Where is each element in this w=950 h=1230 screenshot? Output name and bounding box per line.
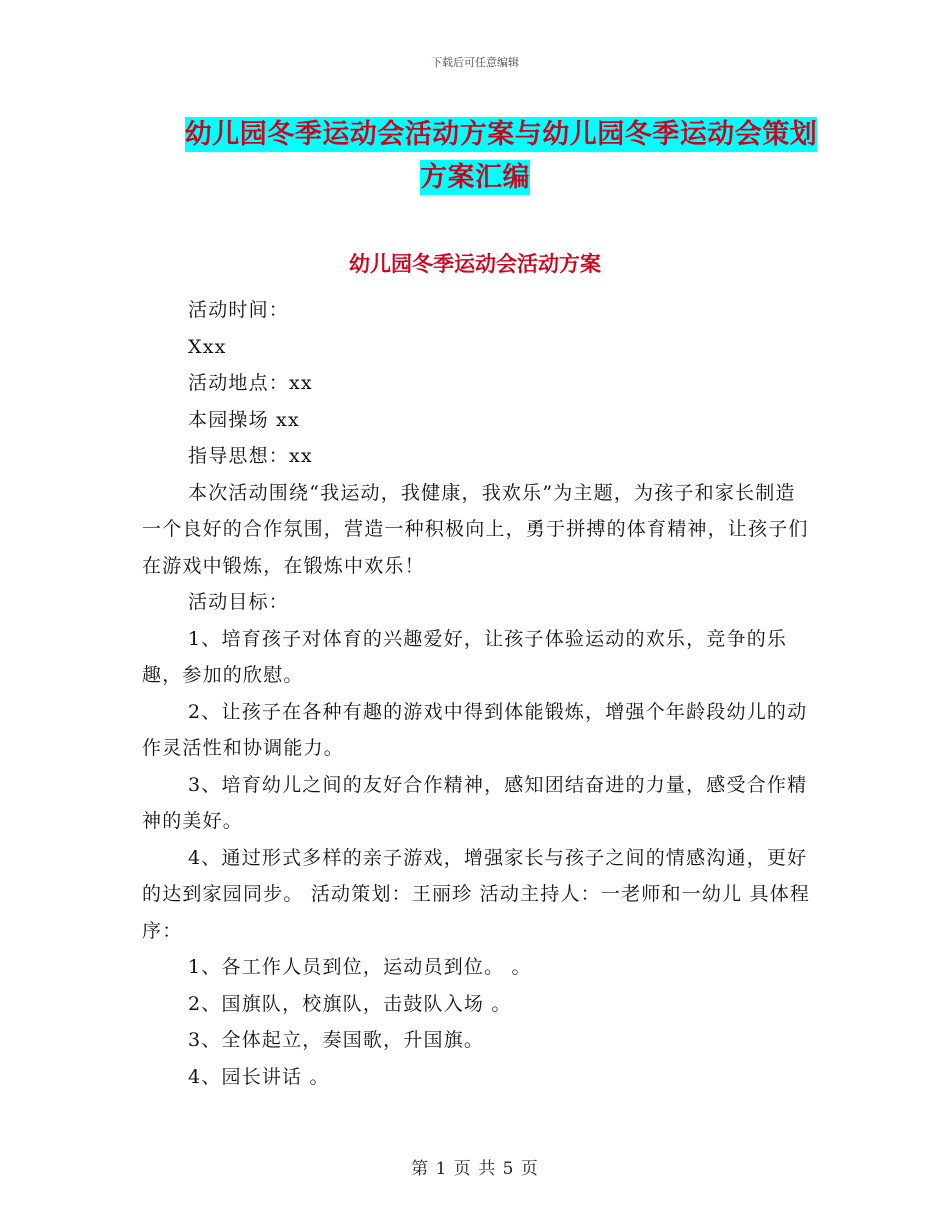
paragraph-step-1: 1、各工作人员到位，运动员到位。 。 [188, 956, 532, 978]
paragraph-guiding-idea: 指导思想：xx [188, 445, 313, 467]
section-title: 幼儿园冬季运动会活动方案 [349, 251, 601, 276]
paragraph-goal-4: 4、通过形式多样的亲子游戏，增强家长与孩子之间的情感沟通，更好的达到家园同步。 活动策划：王丽珍 活动主持人：一老师和一幼儿 具体程序： [142, 846, 811, 942]
paragraph-intro: 本次活动围绕“我运动，我健康，我欢乐”为主题，为孩子和家长制造一个良好的合作氛围，营造一种积极向上，勇于拼搏的体育精神，让孩子们在游戏中锻炼，在锻炼中欢乐！ [142, 481, 809, 577]
paragraph-step-2: 2、国旗队，校旗队，击鼓队入场 。 [188, 992, 512, 1015]
document-title-line-1: 幼儿园冬季运动会活动方案与幼儿园冬季运动会策划 [184, 119, 818, 150]
paragraph-location-value: 本园操场 xx [188, 408, 300, 431]
paragraph-step-4: 4、园长讲话 。 [188, 1065, 330, 1088]
paragraph-step-3: 3、全体起立，奏国歌，升国旗。 [188, 1029, 485, 1051]
paragraph-goal-3: 3、培育幼儿之间的友好合作精神，感知团结奋进的力量，感受合作精神的美好。 [142, 773, 808, 832]
paragraph-activity-time: 活动时间： [188, 299, 290, 321]
paragraph-goal-2: 2、让孩子在各种有趣的游戏中得到体能锻炼，增强个年龄段幼儿的动作灵活性和协调能力。 [142, 700, 808, 759]
paragraph-activity-location: 活动地点：xx [188, 372, 313, 394]
document-title-line-2: 方案汇编 [420, 162, 530, 193]
paragraph-time-value: Xxx [188, 335, 227, 358]
header-note: 下载后可任意编辑 [431, 56, 519, 69]
page-footer: 第 1 页 共 5 页 [411, 1159, 539, 1179]
paragraph-goal-1: 1、培育孩子对体育的兴趣爱好，让孩子体验运动的欢乐，竞争的乐趣，参加的欣慰。 [142, 627, 788, 686]
document-body [142, 292, 812, 1095]
paragraph-goals-heading: 活动目标： [188, 591, 290, 613]
